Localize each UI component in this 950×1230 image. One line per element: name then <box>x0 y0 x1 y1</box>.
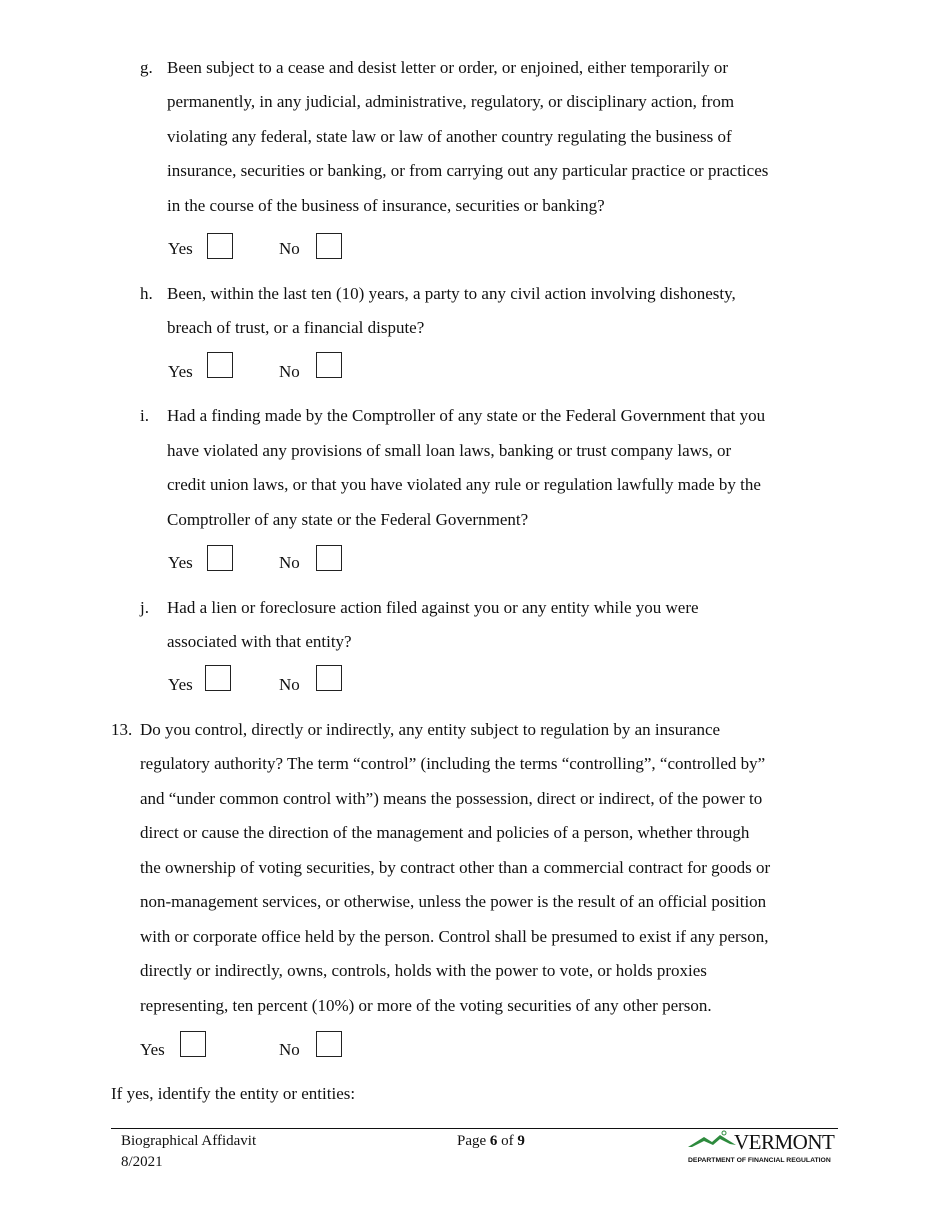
question-13-line: directly or indirectly, owns, controls, holds with the power to vote, or holds proxies <box>140 961 707 980</box>
no-checkbox-h[interactable] <box>316 352 342 378</box>
identify-prompt-text: If yes, identify the entity or entities: <box>111 1084 356 1103</box>
question-g-line: in the course of the business of insurance, securities or banking? <box>167 196 605 215</box>
page-number <box>457 1133 525 1150</box>
question-13-line: and “under common control with”) means the possession, direct or indirect, of the power to <box>140 789 763 808</box>
page-word: Page <box>457 1133 487 1149</box>
question-i-line: have violated any provisions of small loan laws, banking or trust company laws, or <box>167 441 732 460</box>
logo-dept: DEPARTMENT OF FINANCIAL REGULATION <box>688 1157 831 1164</box>
yes-checkbox-j[interactable] <box>205 665 231 691</box>
sun-shape <box>722 1131 726 1135</box>
question-13-line: representing, ten percent (10%) or more of the voting securities of any other person. <box>140 996 712 1015</box>
question-13-line: non-management services, or otherwise, unless the power is the result of an official position <box>140 892 767 911</box>
question-j-line: associated with that entity? <box>167 632 352 651</box>
footer-doc-title: Biographical Affidavit <box>121 1133 257 1149</box>
question-j-label: j. <box>140 598 149 617</box>
question-h-label: h. <box>140 284 153 303</box>
question-g-label: g. <box>140 58 153 77</box>
no-label: No <box>279 362 300 381</box>
question-13-line: direct or cause the direction of the management and policies of a person, whether through <box>140 823 750 842</box>
question-g-line: Been subject to a cease and desist letter or order, or enjoined, either temporarily or <box>167 58 729 77</box>
yes-label: Yes <box>168 553 193 572</box>
no-checkbox-g[interactable] <box>316 233 342 259</box>
footer-doc-date: 8/2021 <box>121 1154 163 1170</box>
page-of: of <box>501 1133 514 1149</box>
page-current: 6 <box>489 1133 498 1149</box>
yes-label: Yes <box>168 362 193 381</box>
question-13-line: Do you control, directly or indirectly, any entity subject to regulation by an insurance <box>140 720 721 739</box>
vermont-dfr-logo <box>686 1129 836 1169</box>
no-checkbox-j[interactable] <box>316 665 342 691</box>
question-i-line: Comptroller of any state or the Federal Government? <box>167 510 529 529</box>
no-label: No <box>279 239 300 258</box>
no-label: No <box>279 675 300 694</box>
no-label: No <box>279 1040 300 1059</box>
yes-label: Yes <box>168 675 193 694</box>
question-13-label: 13. <box>111 720 133 739</box>
question-g-line: insurance, securities or banking, or from carrying out any particular practice or practices <box>167 161 769 180</box>
question-i-line: credit union laws, or that you have violated any rule or regulation lawfully made by the <box>167 475 761 494</box>
yes-checkbox-13[interactable] <box>180 1031 206 1057</box>
question-13-line: regulatory authority? The term “control” (including the terms “controlling”, “controlled by” <box>140 754 766 773</box>
no-label: No <box>279 553 300 572</box>
question-h-line: breach of trust, or a financial dispute? <box>167 318 425 337</box>
question-h-line: Been, within the last ten (10) years, a party to any civil action involving dishonesty, <box>167 284 736 303</box>
yes-checkbox-i[interactable] <box>207 545 233 571</box>
mountain-logo-icon <box>686 1129 836 1169</box>
question-i-line: Had a finding made by the Comptroller of any state or the Federal Government that you <box>167 406 766 425</box>
question-13-line: with or corporate office held by the person. Control shall be presumed to exist if any person, <box>140 927 769 946</box>
yes-checkbox-g[interactable] <box>207 233 233 259</box>
question-i-label: i. <box>140 406 149 425</box>
logo-wordmark: VERMONT <box>734 1130 835 1154</box>
question-g-line: violating any federal, state law or law of another country regulating the business of <box>167 127 732 146</box>
yes-label: Yes <box>140 1040 165 1059</box>
question-13-line: the ownership of voting securities, by contract other than a commercial contract for goods or <box>140 858 771 877</box>
question-j-line: Had a lien or foreclosure action filed against you or any entity while you were <box>167 598 699 617</box>
yes-checkbox-h[interactable] <box>207 352 233 378</box>
page-total: 9 <box>517 1133 525 1149</box>
question-g-line: permanently, in any judicial, administrative, regulatory, or disciplinary action, from <box>167 92 735 111</box>
no-checkbox-i[interactable] <box>316 545 342 571</box>
yes-label: Yes <box>168 239 193 258</box>
no-checkbox-13[interactable] <box>316 1031 342 1057</box>
mountain-shape <box>688 1135 736 1147</box>
